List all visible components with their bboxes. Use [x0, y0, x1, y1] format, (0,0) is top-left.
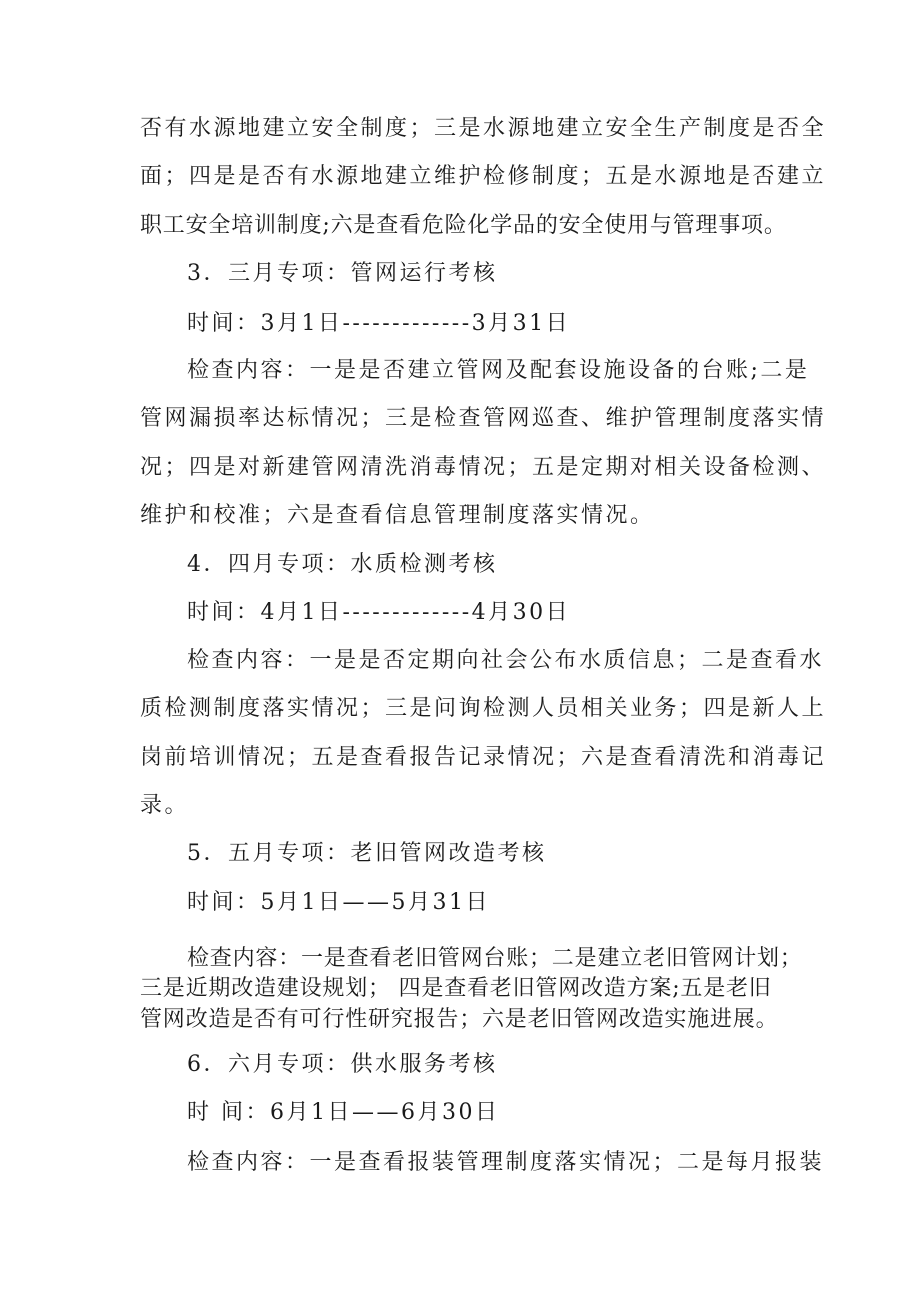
check-content-march-3: 况；四是对新建管网清洗消毒情况；五是定期对相关设备检测、	[140, 455, 827, 480]
paragraph-line-3: 职工安全培训制度;六是查看危险化学品的安全使用与管理事项。	[140, 213, 787, 238]
date-range-may: 时间：5月1日——5月31日	[187, 890, 490, 915]
date-range-april: 时间：4月1日-------------4月30日	[187, 600, 571, 625]
check-content-may-2: 三是近期改造建设规划； 四是查看老旧管网改造方案;五是老旧	[140, 976, 772, 1001]
date-range-march: 时间：3月1日-------------3月31日	[187, 311, 571, 336]
section-heading-march: 3．三月专项：管网运行考核	[187, 261, 498, 286]
check-content-may-3: 管网改造是否有可行性研究报告；六是老旧管网改造实施进展。	[140, 1007, 779, 1032]
date-range-june: 时 间：6月1日——6月30日	[187, 1100, 500, 1125]
check-content-march-4: 维护和校准；六是查看信息管理制度落实情况。	[140, 503, 655, 528]
check-content-may-1: 检查内容：一是查看老旧管网台账；二是建立老旧管网计划；	[187, 946, 803, 971]
check-content-march-2: 管网漏损率达标情况；三是检查管网巡查、维护管理制度落实情	[140, 406, 827, 431]
check-content-april-3: 岗前培训情况；五是查看报告记录情况；六是查看清洗和消毒记	[140, 745, 827, 770]
check-content-april-2: 质检测制度落实情况；三是问询检测人员相关业务；四是新人上	[140, 696, 827, 721]
paragraph-line-1: 否有水源地建立安全制度；三是水源地建立安全生产制度是否全	[140, 116, 827, 141]
section-heading-june: 6．六月专项：供水服务考核	[187, 1052, 498, 1077]
check-content-april-4: 录。	[140, 793, 190, 818]
check-content-april-1: 检查内容：一是是否定期向社会公布水质信息；二是查看水	[187, 648, 825, 673]
section-heading-may: 5．五月专项：老旧管网改造考核	[187, 841, 547, 866]
check-content-june-1: 检查内容：一是查看报装管理制度落实情况；二是每月报装	[187, 1150, 825, 1175]
paragraph-line-2: 面；四是是否有水源地建立维护检修制度；五是水源地是否建立	[140, 164, 827, 189]
check-content-march-1: 检查内容：一是是否建立管网及配套设施设备的台账;二是	[187, 358, 810, 383]
section-heading-april: 4．四月专项：水质检测考核	[187, 552, 498, 577]
